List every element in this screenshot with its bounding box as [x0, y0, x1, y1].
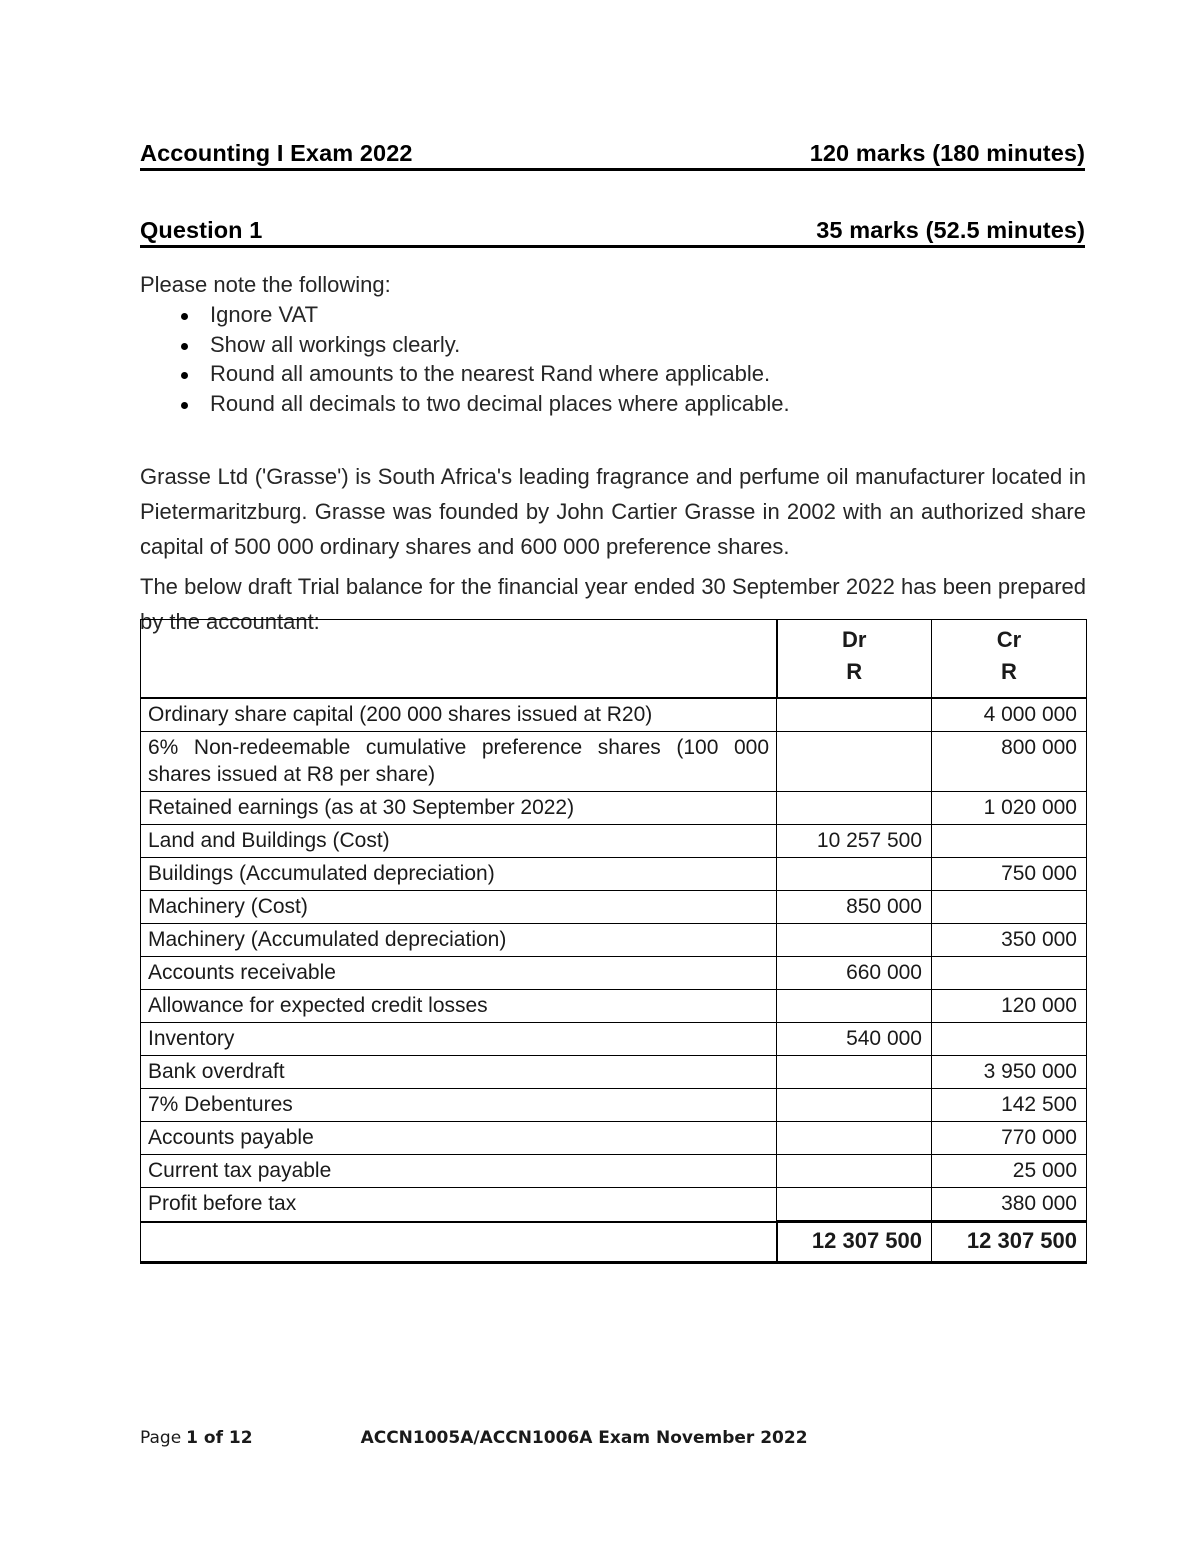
row-description: Accounts receivable	[141, 957, 777, 990]
row-description: Machinery (Cost)	[141, 891, 777, 924]
row-description: Accounts payable	[141, 1122, 777, 1155]
question-title-row	[140, 217, 1085, 248]
exam-title: Accounting I Exam 2022	[140, 140, 413, 166]
exam-title-row	[140, 140, 1085, 171]
row-credit: 1 020 000	[932, 792, 1087, 825]
note-item: Round all decimals to two decimal places where applicable.	[140, 389, 1040, 419]
table-header-row	[141, 620, 1087, 699]
table-row	[141, 698, 1087, 732]
totals-description	[141, 1222, 777, 1263]
table-row	[141, 1023, 1087, 1056]
table-row	[141, 1089, 1087, 1122]
table-row	[141, 1056, 1087, 1089]
question-title: Question 1	[140, 217, 263, 243]
table-row	[141, 732, 1087, 792]
row-description: 7% Debentures	[141, 1089, 777, 1122]
row-debit	[777, 698, 932, 732]
row-credit	[932, 891, 1087, 924]
row-credit: 380 000	[932, 1188, 1087, 1222]
footer-page-number: 1 of 12	[186, 1428, 253, 1448]
row-description: 6% Non-redeemable cumulative preference shares (100 000 shares issued at R8 per share)	[141, 732, 777, 792]
header-debit	[777, 620, 932, 699]
note-item: Round all amounts to the nearest Rand where applicable.	[140, 359, 1040, 389]
header-credit	[932, 620, 1087, 699]
header-debit-label: Dr	[842, 627, 867, 652]
page-footer	[140, 1428, 1086, 1448]
row-debit	[777, 1188, 932, 1222]
row-debit	[777, 732, 932, 792]
row-description: Buildings (Accumulated depreciation)	[141, 858, 777, 891]
question-marks: 35 marks (52.5 minutes)	[816, 217, 1085, 243]
row-description: Profit before tax	[141, 1188, 777, 1222]
row-credit: 3 950 000	[932, 1056, 1087, 1089]
row-debit: 10 257 500	[777, 825, 932, 858]
header-credit-unit: R	[1001, 659, 1017, 684]
row-description: Current tax payable	[141, 1155, 777, 1188]
table-row	[141, 825, 1087, 858]
notes-lead: Please note the following:	[140, 272, 391, 297]
table-totals-row	[141, 1222, 1087, 1263]
row-debit	[777, 1122, 932, 1155]
company-paragraph: Grasse Ltd ('Grasse') is South Africa's leading fragrance and perfume oil manufacturer located in Pietermaritzburg. Grasse was founded by John Cartier Grasse in 2002 with an authorized share capital of 500 000 ordinary shares and 600 000 preference shares.	[140, 464, 1086, 559]
row-credit	[932, 825, 1087, 858]
row-description: Inventory	[141, 1023, 777, 1056]
footer-page-label: Page	[140, 1428, 182, 1448]
row-debit	[777, 792, 932, 825]
row-credit: 4 000 000	[932, 698, 1087, 732]
row-debit: 540 000	[777, 1023, 932, 1056]
table-row	[141, 891, 1087, 924]
row-description: Land and Buildings (Cost)	[141, 825, 777, 858]
row-debit	[777, 858, 932, 891]
row-debit	[777, 1089, 932, 1122]
header-description	[141, 620, 777, 699]
row-debit: 850 000	[777, 891, 932, 924]
row-credit: 120 000	[932, 990, 1087, 1023]
table-row	[141, 957, 1087, 990]
notes-list	[140, 300, 1040, 418]
totals-debit: 12 307 500	[777, 1222, 932, 1263]
footer-document-code: ACCN1005A/ACCN1006A Exam November 2022	[360, 1428, 808, 1448]
row-description: Ordinary share capital (200 000 shares issued at R20)	[141, 698, 777, 732]
row-debit	[777, 1056, 932, 1089]
table-row	[141, 858, 1087, 891]
totals-credit: 12 307 500	[932, 1222, 1087, 1263]
row-description: Allowance for expected credit losses	[141, 990, 777, 1023]
row-credit: 350 000	[932, 924, 1087, 957]
row-description: Bank overdraft	[141, 1056, 777, 1089]
trial-balance-table-wrapper	[140, 619, 1086, 1264]
row-debit: 660 000	[777, 957, 932, 990]
table-row	[141, 1122, 1087, 1155]
row-credit: 750 000	[932, 858, 1087, 891]
table-row	[141, 1188, 1087, 1222]
row-credit	[932, 957, 1087, 990]
table-row	[141, 990, 1087, 1023]
row-debit	[777, 924, 932, 957]
note-item: Ignore VAT	[140, 300, 1040, 330]
row-credit: 800 000	[932, 732, 1087, 792]
header-debit-unit: R	[846, 659, 863, 684]
table-row	[141, 924, 1087, 957]
table-row	[141, 1155, 1087, 1188]
header-credit-label: Cr	[996, 627, 1022, 652]
trial-intro-paragraph: The below draft Trial balance for the financial year ended 30 September 2022 has been prepared by the accountant:	[140, 574, 1086, 634]
row-description: Retained earnings (as at 30 September 2022)	[141, 792, 777, 825]
trial-balance-table	[140, 619, 1087, 1264]
table-row	[141, 792, 1087, 825]
row-credit: 142 500	[932, 1089, 1087, 1122]
row-credit: 770 000	[932, 1122, 1087, 1155]
row-debit	[777, 1155, 932, 1188]
row-debit	[777, 990, 932, 1023]
note-item: Show all workings clearly.	[140, 330, 1040, 360]
exam-marks: 120 marks (180 minutes)	[809, 140, 1085, 166]
row-credit	[932, 1023, 1087, 1056]
row-description: Machinery (Accumulated depreciation)	[141, 924, 777, 957]
row-credit: 25 000	[932, 1155, 1087, 1188]
